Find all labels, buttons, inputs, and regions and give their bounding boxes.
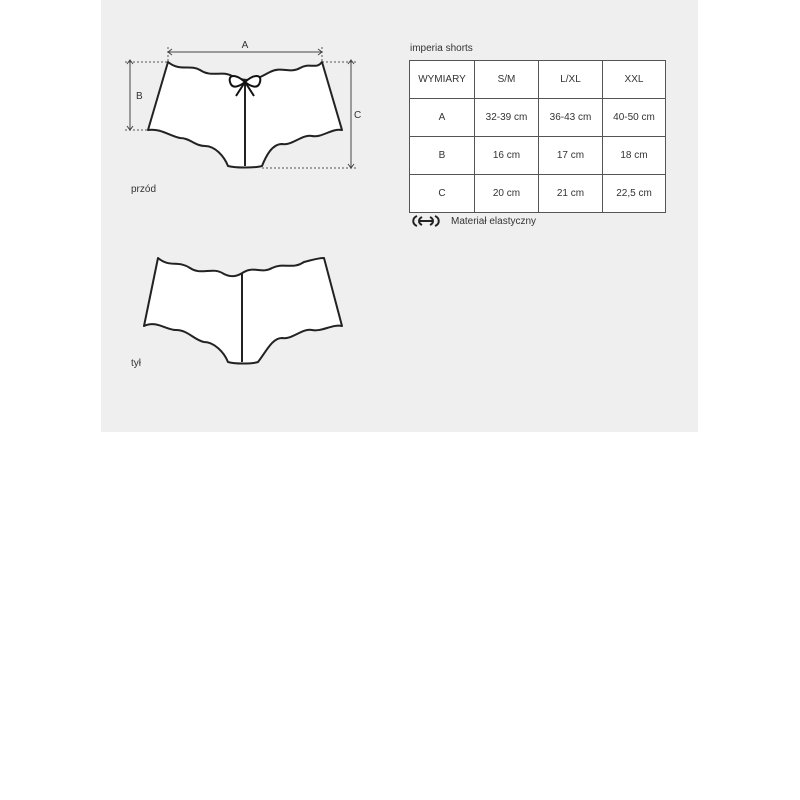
header-size-sm: S/M [475, 61, 539, 99]
row-dimension: B [410, 137, 475, 175]
cell-value: 22,5 cm [603, 175, 666, 213]
dimension-c-label: C [354, 110, 362, 121]
front-view-label: przód [131, 184, 157, 195]
cell-value: 20 cm [475, 175, 539, 213]
cell-value: 16 cm [475, 137, 539, 175]
table-row [410, 175, 666, 213]
header-size-lxl: L/XL [539, 61, 603, 99]
cell-value: 32-39 cm [475, 99, 539, 137]
legend-label: Materiał elastyczny [451, 215, 537, 227]
row-dimension: A [410, 99, 475, 137]
table-header-row [410, 61, 666, 99]
cell-value: 21 cm [539, 175, 603, 213]
legend [409, 215, 536, 227]
table-row [410, 99, 666, 137]
cell-value: 17 cm [539, 137, 603, 175]
product-name: imperia shorts [410, 43, 473, 54]
back-view-label: tył [131, 358, 141, 369]
dimension-a-label: A [241, 40, 249, 51]
elastic-arrows-icon [409, 215, 443, 227]
cell-value: 18 cm [603, 137, 666, 175]
header-size-xxl: XXL [603, 61, 666, 99]
size-table [409, 60, 666, 213]
back-shorts-diagram [128, 245, 353, 370]
cell-value: 40-50 cm [603, 99, 666, 137]
cell-value: 36-43 cm [539, 99, 603, 137]
header-dimensions: WYMIARY [410, 61, 475, 99]
dimension-b-label: B [136, 91, 143, 102]
row-dimension: C [410, 175, 475, 213]
front-shorts-diagram [118, 30, 368, 175]
table-row [410, 137, 666, 175]
